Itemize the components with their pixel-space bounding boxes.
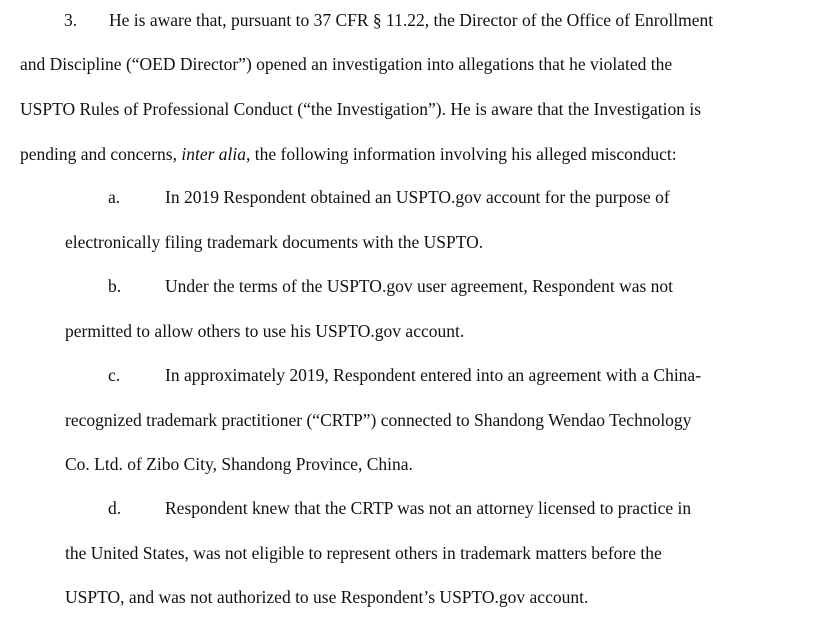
item-line: recognized trademark practitioner (“CRTP”) connected to Shandong Wendao Technology bbox=[65, 410, 692, 430]
paragraph-line: USPTO Rules of Professional Conduct (“the Investigation”). He is aware that the Investigation is bbox=[20, 99, 702, 119]
paragraph-line: He is aware that, pursuant to 37 CFR § 11.22, the Director of the Office of Enrollment bbox=[109, 10, 714, 30]
paragraph-line bbox=[20, 143, 677, 165]
item-label: a. bbox=[108, 187, 121, 207]
item-line: electronically filing trademark documents with the USPTO. bbox=[65, 232, 484, 252]
item-label: c. bbox=[108, 365, 121, 385]
item-line: In 2019 Respondent obtained an USPTO.gov account for the purpose of bbox=[165, 187, 670, 207]
item-line: Under the terms of the USPTO.gov user agreement, Respondent was not bbox=[165, 276, 674, 296]
paragraph-number: 3. bbox=[64, 10, 78, 30]
item-line: the United States, was not eligible to represent others in trademark matters before the bbox=[65, 543, 662, 563]
italic-phrase: inter alia bbox=[181, 144, 246, 164]
item-line: Respondent knew that the CRTP was not an attorney licensed to practice in bbox=[165, 498, 692, 518]
paragraph-line: and Discipline (“OED Director”) opened an investigation into allegations that he violated the bbox=[20, 54, 673, 74]
item-line: In approximately 2019, Respondent entered into an agreement with a China- bbox=[165, 365, 702, 385]
item-label: d. bbox=[108, 498, 122, 518]
item-label: b. bbox=[108, 276, 122, 296]
item-line: Co. Ltd. of Zibo City, Shandong Province, China. bbox=[65, 454, 413, 474]
item-line: permitted to allow others to use his USPTO.gov account. bbox=[65, 321, 465, 341]
item-line: USPTO, and was not authorized to use Respondent’s USPTO.gov account. bbox=[65, 587, 589, 607]
paragraph-text: pending and concerns, bbox=[20, 144, 182, 164]
paragraph-text: , the following information involving his alleged misconduct: bbox=[246, 144, 677, 164]
